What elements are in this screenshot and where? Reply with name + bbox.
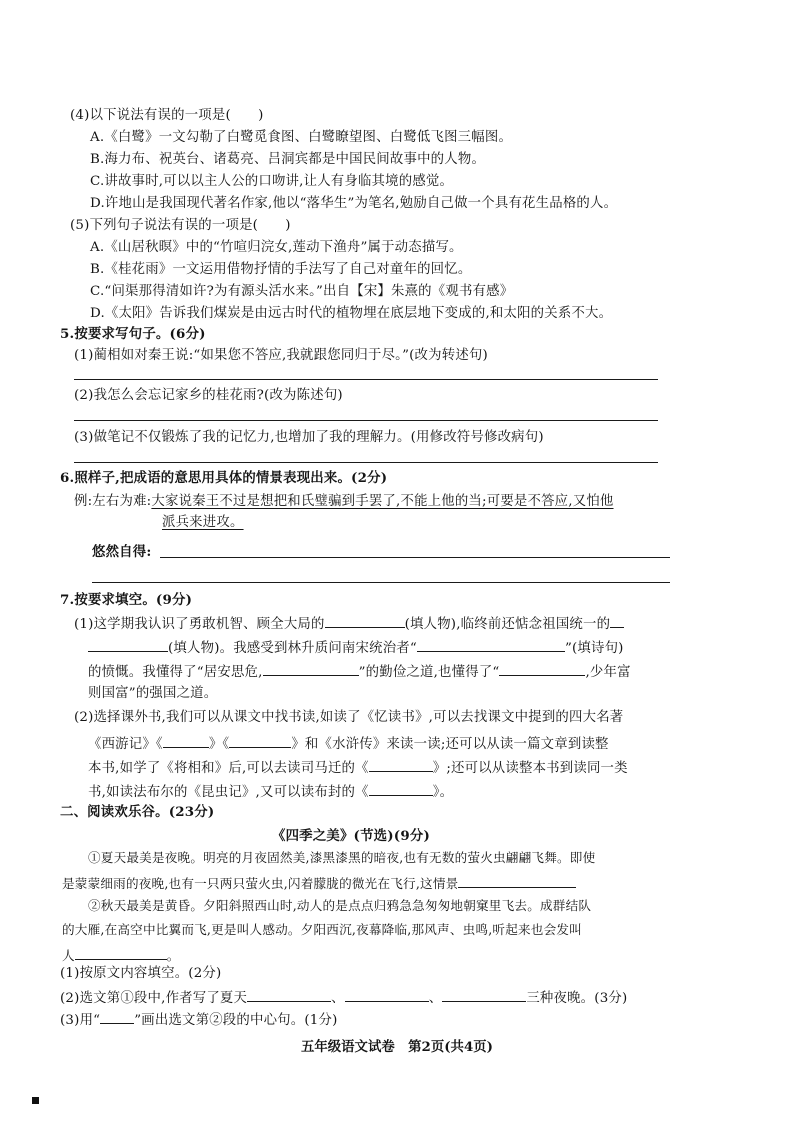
q7-p2-line4: 书,如读法布尔的《昆虫记》,又可以读布封的《 》。	[88, 780, 453, 803]
fill-blank[interactable]	[100, 1008, 134, 1024]
q4-option-c: C.讲故事时,可以以主人公的口吻讲,让人有身临其境的感觉。	[90, 174, 454, 189]
passage-para-1: ①夏天最美是夜晚。明亮的月夜固然美,漆黑漆黑的暗夜,也有无数的萤火虫翩翩飞舞。即使	[88, 850, 596, 865]
sub-question-1: (1)按原文内容填空。(2分)	[60, 966, 222, 981]
answer-line[interactable]	[92, 582, 670, 583]
q5-options-stem: (5)下列句子说法有误的一项是( )	[70, 218, 291, 233]
q7-p1-line1: (1)这学期我认识了勇敢机智、顾全大局的 (填人物),临终前还惦念祖国统一的	[74, 612, 624, 635]
fill-blank[interactable]	[345, 986, 429, 1002]
example-text-cont: 派兵来进攻。	[162, 515, 244, 530]
q5-sentence-1: (1)蔺相如对秦王说:“如果您不答应,我就跟您同归于尽。”(改为转述句)	[74, 348, 488, 363]
q7-p2-line3: 本书,如学了《将相和》后,可以去读司马迁的《 》;还可以从读整本书到读同一类	[88, 756, 628, 779]
passage-title: 《四季之美》(节选)(9分)	[272, 828, 430, 844]
answer-line[interactable]	[160, 557, 670, 558]
fill-blank[interactable]	[369, 780, 433, 796]
fill-blank[interactable]	[610, 612, 624, 628]
page-footer: 五年级语文试卷 第2页(共4页)	[301, 1039, 493, 1055]
q7-p1-line4: 则国富”的强国之道。	[88, 686, 218, 701]
q5-option-b: B.《桂花雨》一文运用借物抒情的手法写了自己对童年的回忆。	[90, 262, 472, 277]
answer-line[interactable]	[74, 420, 658, 421]
q6-title: 6.照样子,把成语的意思用具体的情景表现出来。(2分)	[60, 470, 388, 486]
fill-blank[interactable]	[247, 986, 331, 1002]
q4-stem: (4)以下说法有误的一项是( )	[70, 108, 264, 123]
fill-blank[interactable]	[458, 872, 576, 888]
q7-p1-line2: (填人物)。我感受到林升质问南宋统治者“ ”(填诗句)	[88, 636, 624, 659]
q4-option-d: D.许地山是我国现代著名作家,他以“落华生”为笔名,勉励自己做一个具有花生品格的人。	[90, 196, 618, 211]
q5-option-a: A.《山居秋暝》中的“竹喧归浣女,莲动下渔舟”属于动态描写。	[90, 240, 463, 255]
example-label: 例:左右为难:	[74, 494, 152, 509]
q5-sentence-2: (2)我怎么会忘记家乡的桂花雨?(改为陈述句)	[74, 388, 343, 403]
fill-blank[interactable]	[163, 732, 209, 748]
q6-idiom: 悠然自得:	[92, 544, 152, 560]
section-2-title: 二、阅读欢乐谷。(23分)	[60, 804, 215, 820]
fill-blank[interactable]	[499, 660, 585, 676]
sub-question-2: (2)选文第①段中,作者写了夏天 、 、 三种夜晚。(3分)	[60, 986, 627, 1009]
fill-blank[interactable]	[417, 636, 565, 652]
fill-blank[interactable]	[263, 660, 359, 676]
passage-para-2-cont: 的大雁,在高空中比翼而飞,更是叫人感动。夕阳西沉,夜幕降临,那风声、虫鸣,听起来也会发叫	[62, 922, 582, 937]
q7-p2-line1: (2)选择课外书,我们可以从课文中找书读,如读了《忆读书》,可以去找课文中提到的四大名著	[74, 710, 624, 725]
q7-p1-line3: 的愤慨。我懂得了“居安思危, ”的勤俭之道,也懂得了“ ,少年富	[88, 660, 631, 683]
fill-blank[interactable]	[442, 986, 526, 1002]
q4-option-a: A.《白鹭》一文勾勒了白鹭觅食图、白鹭瞭望图、白鹭低飞图三幅图。	[90, 130, 513, 145]
fill-blank[interactable]	[369, 756, 433, 772]
sub-question-3: (3)用“ ”画出选文第②段的中心句。(1分)	[60, 1008, 338, 1031]
q4-option-b: B.海力布、祝英台、诸葛亮、吕洞宾都是中国民间故事中的人物。	[90, 152, 486, 167]
answer-line[interactable]	[74, 379, 658, 380]
passage-para-2-end: 人 。	[62, 944, 180, 966]
scan-mark	[32, 1097, 39, 1104]
passage-para-1-cont: 是蒙蒙细雨的夜晚,也有一只两只萤火虫,闪着朦胧的微光在飞行,这情景	[62, 872, 576, 894]
answer-line[interactable]	[74, 462, 658, 463]
fill-blank[interactable]	[229, 732, 291, 748]
q7-p2-line2: 《西游记》《 》《 》和《水浒传》来读一读;还可以从读一篇文章到读整	[88, 732, 609, 755]
q5-sentence-3: (3)做笔记不仅锻炼了我的记忆力,也增加了我的理解力。(用修改符号修改病句)	[74, 430, 544, 445]
fill-blank[interactable]	[88, 636, 168, 652]
passage-para-2: ②秋天最美是黄昏。夕阳斜照西山时,动人的是点点归鸦急急匆匆地朝窠里飞去。成群结队	[88, 898, 592, 913]
q7-title: 7.按要求填空。(9分)	[60, 592, 193, 608]
q5-option-c: C.“问渠那得清如许?为有源头活水来。”出自【宋】朱熹的《观书有感》	[90, 284, 514, 299]
q6-example	[74, 492, 614, 512]
q5-option-d: D.《太阳》告诉我们煤炭是由远古时代的植物埋在底层地下变成的,和太阳的关系不大。	[90, 306, 613, 321]
q5-title: 5.按要求写句子。(6分)	[60, 326, 206, 342]
fill-blank[interactable]	[75, 944, 167, 960]
example-text: 大家说秦王不过是想把和氏璧骗到手罢了,不能上他的当;可要是不答应,又怕他	[151, 494, 614, 509]
fill-blank[interactable]	[325, 612, 405, 628]
